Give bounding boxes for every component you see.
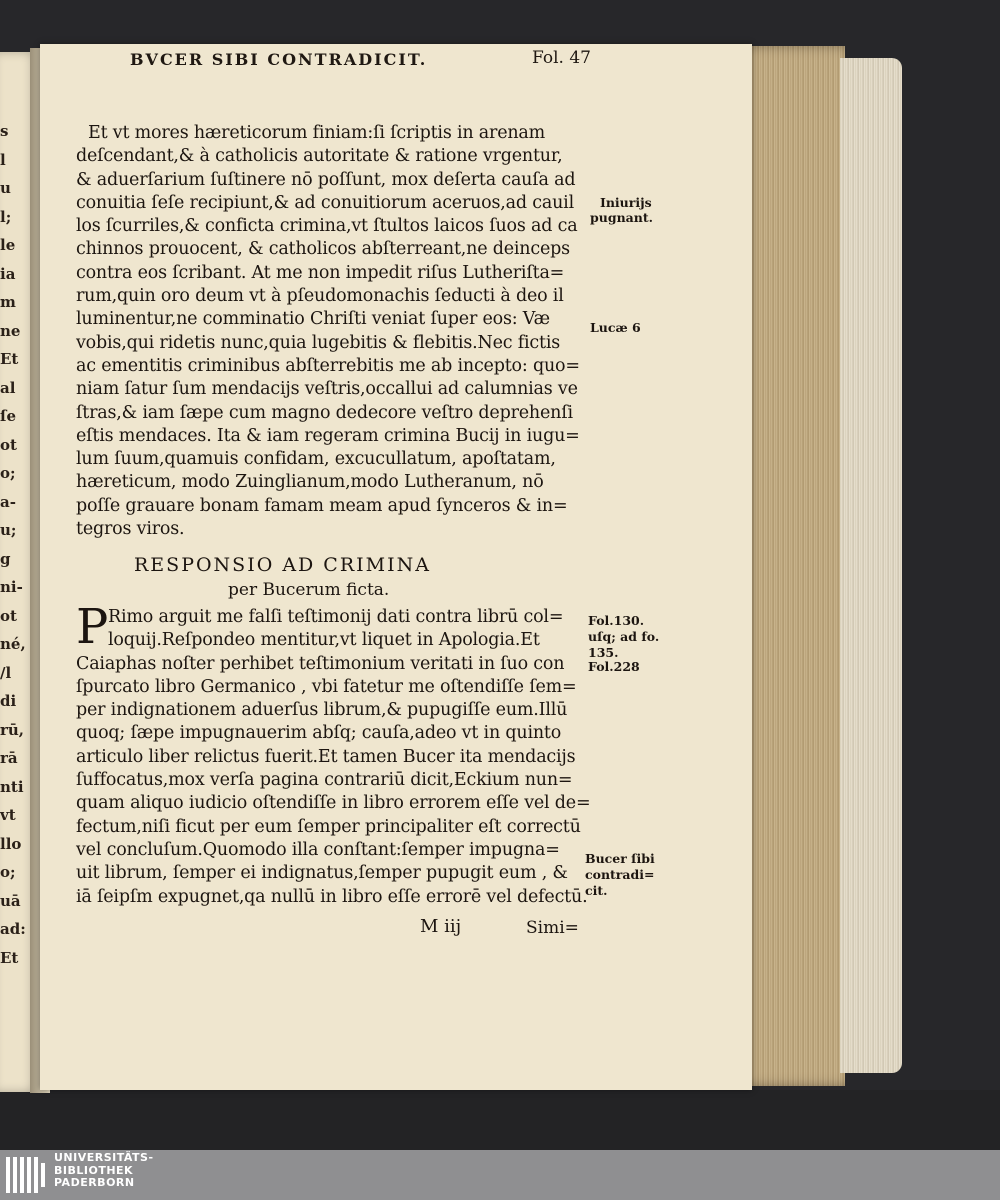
margin-note-luke: Lucæ 6	[590, 320, 641, 335]
margin-note-iniurijs: Iniurijs	[600, 195, 652, 210]
left-page-fragment: rū,	[0, 720, 25, 739]
section-heading: RESPONSIO AD CRIMINA	[134, 554, 431, 576]
text-line: luminentur,ne comminatio Chriſti veniat ſuper eos: Væ	[76, 309, 550, 330]
left-page-fragment: vt	[0, 806, 16, 824]
left-page-fragment: ſe	[0, 407, 16, 425]
text-line: articulo liber relictus fuerit.Et tamen Bucer ita mendacijs	[76, 746, 576, 767]
left-page-fragment: /l	[0, 663, 12, 682]
text-line: ſtras,& iam ſæpe cum magno dedecore veſtro deprehenſi	[76, 402, 573, 423]
text-line: uit librum, ſemper ei indignatus,ſemper pupugit eum , &	[76, 863, 568, 884]
folio-number: Fol. 47	[532, 48, 591, 68]
left-page-fragment: u;	[0, 521, 17, 539]
drop-capital: P	[76, 599, 109, 655]
text-line: ac ementitis criminibus abſterrebitis me ab incepto: quo=	[76, 355, 580, 376]
text-line: tegros viros.	[76, 519, 185, 540]
text-line: quam aliquo iudicio oſtendiſſe in libro errorem eſſe vel de=	[76, 793, 591, 814]
left-page-fragment: ot	[0, 606, 17, 625]
book-page-edges-outer	[840, 58, 902, 1073]
left-page-fragment: ad:	[0, 920, 26, 938]
text-block-lower	[76, 606, 596, 909]
text-line: hæreticum, modo Zuinglianum,modo Lutheranum, nō	[76, 472, 544, 493]
text-line: Rimo arguit me falſi teſtimonij dati contra librū col=	[108, 607, 564, 627]
left-page-fragment: rā	[0, 749, 18, 767]
table-surface	[0, 1090, 1000, 1150]
left-page-fragment: né,	[0, 635, 26, 653]
left-page-fragment: nti	[0, 777, 24, 796]
text-line: deſcendant,& à catholicis autoritate & ratione vrgentur,	[76, 146, 563, 167]
left-page-fragment: l	[0, 150, 6, 169]
text-line: poſſe grauare bonam famam meam apud ſynceros & in=	[76, 495, 568, 516]
text-line: contra eos ſcribant. At me non impedit riſus Lutheriſta=	[76, 262, 565, 283]
margin-note-fol130: Fol.130.	[588, 613, 645, 628]
left-page-fragment: uā	[0, 891, 21, 910]
left-page-fragment: al	[0, 378, 16, 397]
text-line: quoq; ſæpe impugnauerim abſq; cauſa,adeo vt in quinto	[76, 723, 562, 744]
text-line: chinnos prouocent, & catholicos abſterreant,ne deinceps	[76, 239, 570, 260]
left-page-fragment: a-	[0, 492, 16, 511]
text-line: lum ſuum,quamuis confidam, excucullatum, apoſtatam,	[76, 449, 556, 470]
text-line: ſuffocatus,mox verſa pagina contrariū dicit,Eckium nun=	[76, 770, 573, 791]
text-line: & aduerſarium ſuſtinere nō poſſunt, mox deſerta cauſa ad	[76, 169, 576, 190]
left-page-fragment: llo	[0, 834, 22, 853]
left-page-fragment: s	[0, 122, 9, 140]
text-line: loquij.Reſpondeo mentitur,vt liquet in Apologia.Et	[108, 630, 540, 651]
text-line: ſpurcato libro Germanico , vbi fatetur me oſtendiſſe ſem=	[76, 676, 577, 697]
margin-note-fol228: Fol.228	[588, 659, 640, 674]
text-line: Et vt mores hæreticorum finiam:ſi ſcriptis in arenam	[88, 123, 546, 143]
margin-note-bucer: Bucer ſibi	[585, 851, 655, 866]
library-name-line1: UNIVERSITÄTS-	[54, 1151, 154, 1164]
text-line: per indignationem aduerſus librum,& pupugiſſe eum.Illū	[76, 700, 568, 721]
left-page-fragment: g	[0, 549, 11, 568]
left-page-fragment: ne	[0, 321, 21, 340]
margin-note-contradi: contradi=	[585, 867, 655, 882]
left-page-fragment: Et	[0, 350, 19, 368]
library-logo-icon	[4, 1153, 48, 1197]
left-page-fragment: l;	[0, 207, 12, 226]
text-line: iā ſeipſm expugnet,qa nullū in libro eſſe errorē vel defectū.	[76, 886, 588, 907]
left-page-fragment: le	[0, 236, 16, 254]
text-line: niam ſatur ſum mendacijs veſtris,occallui ad calumnias ve	[76, 379, 578, 400]
left-page-fragment: di	[0, 692, 17, 710]
library-name	[54, 1152, 154, 1190]
library-name-line2: BIBLIOTHEK	[54, 1163, 134, 1177]
margin-note-cit: cit.	[585, 883, 608, 898]
text-line: Caiaphas noſter perhibet teſtimonium veritati in ſuo con	[76, 653, 565, 674]
left-page-fragment: o;	[0, 464, 16, 482]
catchword: Simi=	[526, 918, 579, 938]
text-block-upper	[76, 122, 596, 541]
left-page-fragment: o;	[0, 863, 16, 881]
margin-note-pugnant: pugnant.	[590, 210, 653, 225]
text-line: conuitia ſeſe recipiunt,& ad conuitiorum aceruos,ad cauil	[76, 192, 574, 213]
text-line: vobis,qui ridetis nunc,quia lugebitis & flebitis.Nec fictis	[76, 332, 560, 353]
section-subheading: per Bucerum ficta.	[228, 580, 390, 600]
left-page-fragment: Et	[0, 948, 19, 967]
running-title: BVCER SIBI CONTRADICIT.	[130, 50, 428, 69]
left-page-fragment: ia	[0, 264, 16, 283]
signature-mark: M iij	[420, 916, 462, 937]
text-line: rum,quin oro deum vt à pſeudomonachis ſeducti à deo il	[76, 286, 564, 307]
text-line: los ſcurriles,& confiсta crimina,vt ſtultos laicos ſuos ad ca	[76, 216, 578, 237]
text-line: fectum,niſi ficut per eum ſemper principaliter eſt correctū	[76, 816, 581, 837]
left-page-fragment: ot	[0, 435, 17, 454]
left-page-fragment: ni-	[0, 578, 23, 596]
margin-note-135: 135.	[588, 645, 619, 660]
text-line: vel concluſum.Quomodo illa conſtant:ſemper impugna=	[76, 839, 560, 860]
text-line: eſtis mendaces. Ita & iam regeram crimina Bucij in iugu=	[76, 425, 580, 446]
library-name-line3: PADERBORN	[54, 1176, 135, 1189]
left-page-fragment: m	[0, 293, 16, 311]
left-page-fragment: u	[0, 179, 11, 197]
margin-note-usque: uſq; ad fo.	[588, 629, 660, 644]
